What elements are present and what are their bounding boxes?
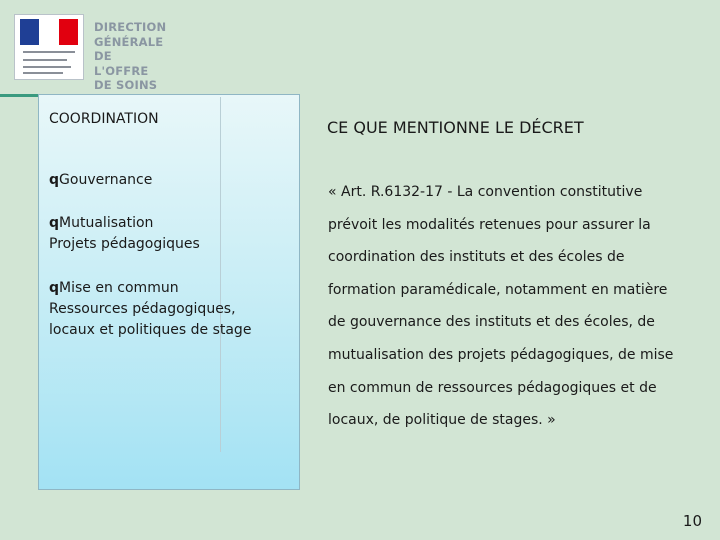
quote-line: « Art. R.6132-17 - La convention constitutive xyxy=(328,184,643,200)
quote-line: en commun de ressources pédagogiques et de xyxy=(328,379,657,396)
item-detail: Projets pédagogiques xyxy=(49,236,200,252)
item-detail: Ressources pédagogiques, locaux et politiques de stage xyxy=(49,301,252,338)
org-line: DE SOINS xyxy=(94,78,158,92)
panel-divider xyxy=(220,97,221,452)
list-item-gouvernance xyxy=(49,170,264,191)
quote-line: de gouvernance des instituts et des écoles, de xyxy=(328,314,655,331)
accent-bar xyxy=(0,94,40,97)
bullet-icon: q xyxy=(49,172,60,188)
item-title: Mise en commun xyxy=(59,280,179,296)
organization-name xyxy=(94,20,166,93)
item-title: Mutualisation xyxy=(59,215,154,231)
marianne-emblem xyxy=(14,14,84,80)
quote-line: mutualisation des projets pédagogiques, de mise xyxy=(328,346,674,363)
right-panel-heading: CE QUE MENTIONNE LE DÉCRET xyxy=(327,118,584,137)
org-line: DIRECTION xyxy=(94,20,167,34)
quote-line: prévoit les modalités retenues pour assurer la xyxy=(328,216,651,233)
item-title: Gouvernance xyxy=(59,172,153,188)
bullet-icon: q xyxy=(49,215,60,231)
page-number: 10 xyxy=(682,512,702,530)
list-item-mise-en-commun xyxy=(49,278,264,341)
left-panel-heading: COORDINATION xyxy=(49,111,159,127)
french-flag-icon xyxy=(20,19,78,45)
org-line: GÉNÉRALE xyxy=(94,34,164,49)
bullet-icon: q xyxy=(49,280,60,296)
dgos-logo xyxy=(14,14,167,92)
quote-line: coordination des instituts et des écoles de xyxy=(328,249,625,266)
decree-quote xyxy=(328,176,703,437)
list-item-mutualisation xyxy=(49,213,264,255)
quote-line: locaux, de politique de stages. » xyxy=(328,412,556,429)
org-line: DE L'OFFRE xyxy=(94,49,149,78)
quote-line: formation paramédicale, notamment en matière xyxy=(328,281,668,298)
